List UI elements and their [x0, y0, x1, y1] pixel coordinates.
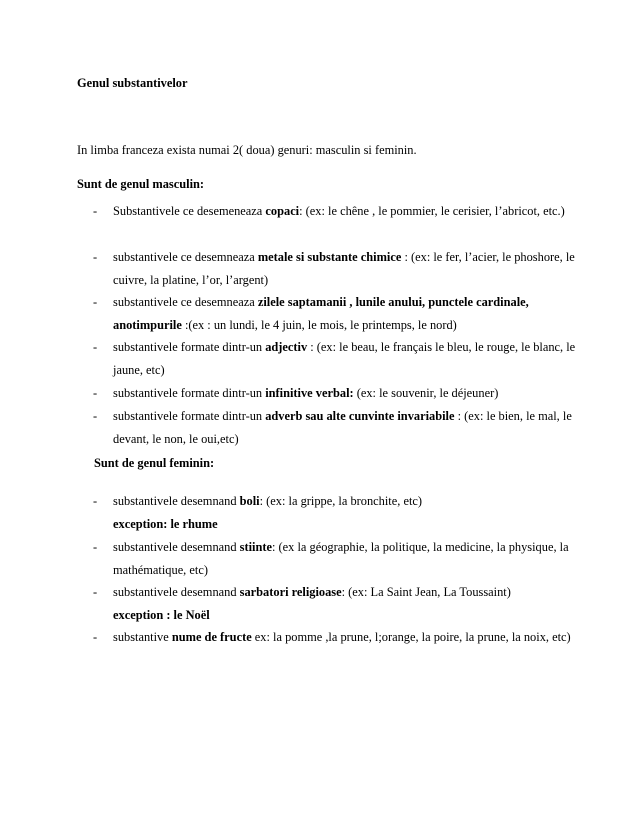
list-item-masc-4: substantivele formate dintr-un adjectiv : (ex: le beau, le français le bleu, le rouge, le blanc, le jaune, etc): [113, 340, 576, 377]
list-item-fem-4: substantive nume de fructe ex: la pomme ,la prune, l;orange, la poire, la prune, la noix, etc): [113, 630, 571, 644]
list-bullet: -: [93, 585, 98, 599]
feminine-heading: Sunt de genul feminin:: [94, 456, 215, 470]
list-item-fem-2: substantivele desemnand stiinte: (ex la géographie, la politique, la medicine, la physique, la mathématique, etc): [113, 540, 569, 577]
list-bullet: -: [93, 340, 98, 354]
list-item-masc-6: substantivele formate dintr-un adverb sau alte cunvinte invariabile : (ex: le bien, le mal, le devant, le non, le oui,etc): [113, 409, 572, 446]
intro-paragraph: In limba franceza exista numai 2( doua) genuri: masculin si feminin.: [77, 143, 417, 157]
list-item-masc-1: Substantivele ce desemeneaza copaci: (ex: le chêne , le pommier, le cerisier, l’abricot, etc.): [113, 204, 565, 218]
list-bullet: -: [93, 250, 98, 264]
list-item-fem-3: substantivele desemnand sarbatori religioase: (ex: La Saint Jean, La Toussaint) exception : le Noël: [113, 581, 583, 627]
list-item-masc-5: substantivele formate dintr-un infinitive verbal: (ex: le souvenir, le déjeuner): [113, 386, 499, 400]
masculine-heading: Sunt de genul masculin:: [77, 177, 205, 191]
list-bullet: -: [93, 409, 98, 423]
list-item-fem-1: substantivele desemnand boli: (ex: la grippe, la bronchite, etc) exception: le rhume: [113, 490, 583, 536]
exception-note: exception : le Noël: [113, 608, 210, 622]
list-bullet: -: [93, 295, 98, 309]
list-bullet: -: [93, 386, 98, 400]
list-bullet: -: [93, 494, 98, 508]
list-item-masc-2: substantivele ce desemneaza metale si substante chimice : (ex: le fer, l’acier, le phoshore, le cuivre, la platine, l’or, l’argent): [113, 250, 575, 287]
list-bullet: -: [93, 630, 98, 644]
document-title: Genul substantivelor: [77, 76, 188, 90]
exception-note: exception: le rhume: [113, 517, 218, 531]
list-bullet: -: [93, 204, 98, 218]
list-item-masc-3: substantivele ce desemneaza zilele saptamanii , lunile anului, punctele cardinale, anotimpurile :(ex : un lundi, le 4 juin, le mois, le printemps, le nord): [113, 295, 529, 332]
list-bullet: -: [93, 540, 98, 554]
